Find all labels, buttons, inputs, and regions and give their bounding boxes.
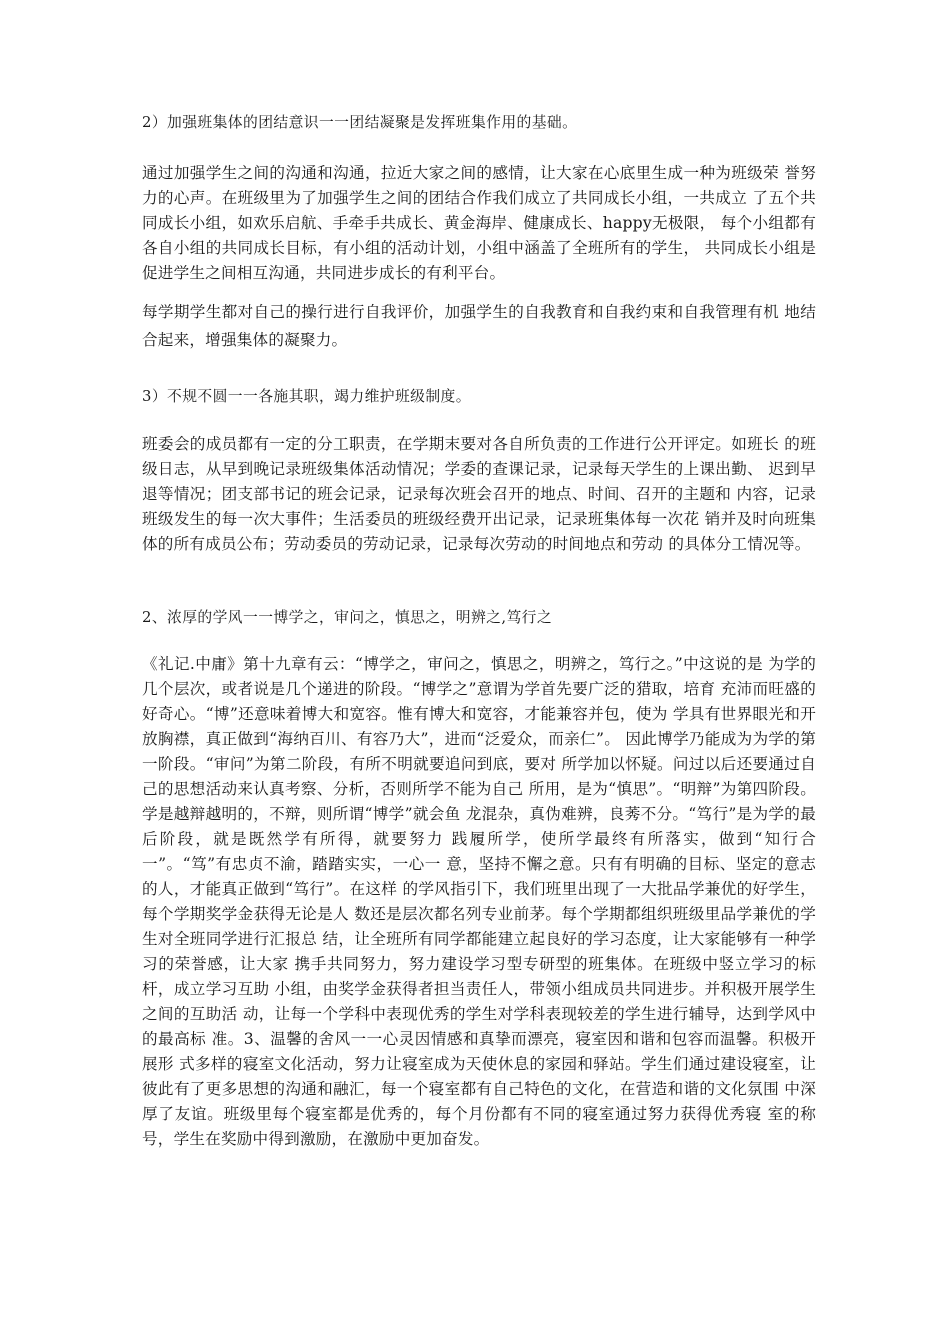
section-heading-rules: 3）不规不圆一一各施其职，竭力维护班级制度。 bbox=[142, 388, 471, 405]
paragraph-committee-duties: 班委会的成员都有一定的分工职责，在学期末要对各自所负责的工作进行公开评定。如班长 的班级日志，从早到晚记录班级集体活动情况；学委的查课记录，记录每天学生的上课出勤、 迟到早退等情况；团支部书记的班会记录，记录每次班会召开的地点、时间、召开的主题和 内容，记录班级发生的每一次大事件；生活委员的班级经费开出记录，记录班集体每一次花 销并及时向班集体的所有成员公布；劳动委员的劳动记录，记录每次劳动的时间地点和劳动 的具体分工情况等。 bbox=[142, 435, 816, 553]
paragraph-self-evaluation: 每学期学生都对自己的操行进行自我评价，加强学生的自我教育和自我约束和自我管理有机 地结合起来，增强集体的凝聚力。 bbox=[142, 303, 816, 349]
paragraph-liji-zhongyong: 《礼记.中庸》第十九章有云：“博学之，审问之，慎思之，明辨之，笃行之。”中这说的是 为学的几个层次，或者说是几个递进的阶段。“博学之”意谓为学首先要广泛的猎取，培育 充沛而旺盛的好奇心。“博”还意味着博大和宽容。惟有博大和宽容，才能兼容并包，使为 学具有世界眼光和开放胸襟，真正做到“海纳百川、有容乃大”，进而“泛爱众，而亲仁”。 因此博学乃能成为为学的第一阶段。“审问”为第二阶段，有所不明就要追问到底，要对 所学加以怀疑。问过以后还要通过自己的思想活动来认真考察、分析，否则所学不能为自己 所用，是为“慎思”。“明辩”为第四阶段。学是越辩越明的，不辩，则所谓“博学”就会鱼 龙混杂，真伪难辨，良莠不分。“笃行”是为学的最后阶段，就是既然学有所得，就要努力 践履所学，使所学最终有所落实，做到“知行合一”。“笃”有忠贞不渝，踏踏实实，一心一 意，坚持不懈之意。只有有明确的目标、坚定的意志的人，才能真正做到“笃行”。在这样 的学风指引下，我们班里出现了一大批品学兼优的好学生，每个学期奖学金获得无论是人 数还是层次都名列专业前茅。每个学期都组织班级里品学兼优的学生对全班同学进行汇报总 结，让全班所有同学都能建立起良好的学习态度，让大家能够有一种学习的荣誉感，让大家 携手共同努力，努力建设学习型专研型的班集体。在班级中竖立学习的标杆，成立学习互助 小组，由奖学金获得者担当责任人，带领小组成员共同进步。并积极开展学生之间的互助活 动，让每一个学科中表现优秀的学生对学科表现较差的学生进行辅导，达到学风中的最高标 准。3、温馨的舍风一一心灵因情感和真挚而漂亮，寝室因和谐和包容而温馨。积极开展形 式多样的寝室文化活动，努力让寝室成为天使休息的家园和驿站。学生们通过建设寝室，让 彼此有了更多思想的沟通和融汇，每一个寝室都有自己特色的文化，在营造和谐的文化氛围 中深厚了友谊。班级里每个寝室都是优秀的，每个月份都有不同的寝室通过努力获得优秀寝 室的称号，学生在奖励中得到激励，在激励中更加奋发。 bbox=[142, 655, 816, 1148]
section-heading-study-style: 2、浓厚的学风一一博学之，审问之，慎思之，明辨之,笃行之 bbox=[142, 609, 553, 626]
section-heading-solidarity: 2）加强班集体的团结意识一一团结凝聚是发挥班集作用的基础。 bbox=[142, 114, 578, 131]
paragraph-communication: 通过加强学生之间的沟通和沟通，拉近大家之间的感情，让大家在心底里生成一种为班级荣 誉努力的心声。在班级里为了加强学生之间的团结合作我们成立了共同成长小组，一共成立 了五个共同成长小组，如欢乐启航、手牵手共成长、黄金海岸、健康成长、happy无极限， 每个小组都有各自小组的共同成长目标，有小组的活动计划，小组中涵盖了全班所有的学生， 共同成长小组是促进学生之间相互沟通，共同进步成长的有利平台。 bbox=[142, 164, 816, 282]
